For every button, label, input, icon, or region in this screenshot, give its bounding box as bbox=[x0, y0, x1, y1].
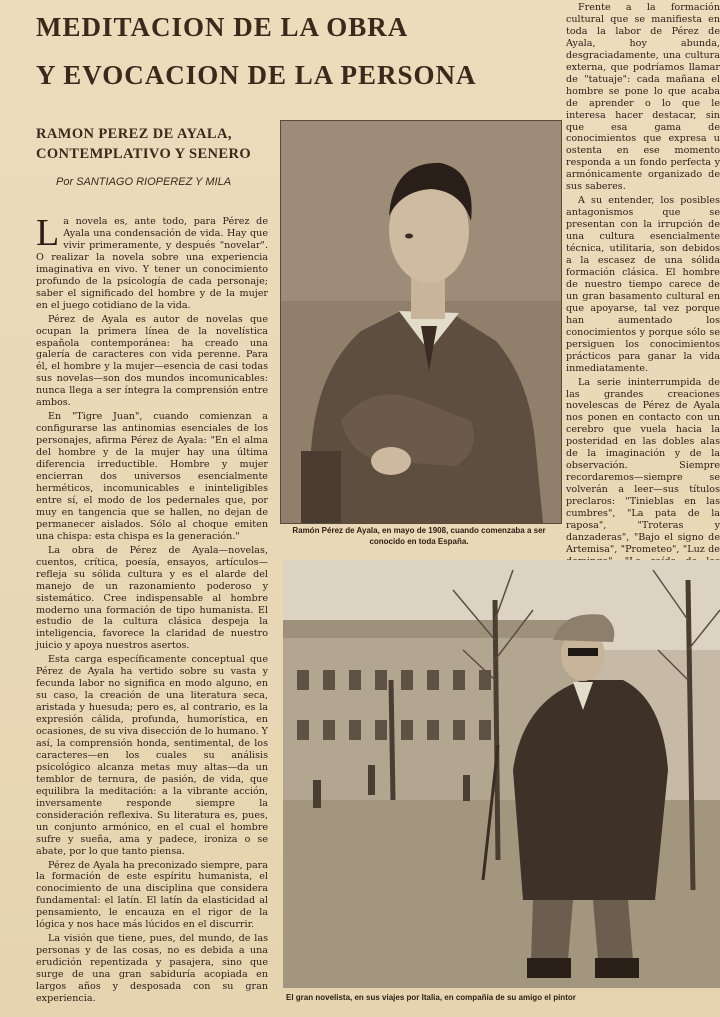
paragraph: La novela es, ante todo, para Pérez de Ayala una condensación de vida. Hay que vivir primeramente, y después "novelar". O realizar la novela sobre una experiencia imaginativa en vivo. Y tener un conocimiento profundo de la psicología de cada personaje; saber el significado del hombre y de la mujer en el juego cotidiano de la vida. bbox=[36, 212, 268, 311]
paragraph: Pérez de Ayala ha preconizado siempre, para la formación de este espíritu humanista, el conocimiento de una disciplina que considera fundamental: el latín. El latín da elasticidad al pensamiento, le encauza en el rigor de la lógica y nos hace más lúcidos en el discurrir. bbox=[36, 859, 268, 931]
paragraph: La visión que tiene, pues, del mundo, de las personas y de las cosas, no es debida a una erudición repentizada y pasajera, sino que surge de una gran sabiduría acopiada en largos años y desposada con su gran experiencia. bbox=[36, 933, 268, 1004]
paragraph: La obra de Pérez de Ayala—novelas, cuentos, crítica, poesía, ensayos, artículos—refleja su sólida cultura y es el alarde del manejo de un razonamiento poderoso y sistemático. Cree indispensable al hombre moderno una formación de tipo humanista. El estudio de la cultura clásica despeja la inteligencia, favorece la claridad de nuestro juicio y apoya nuestros asertos. bbox=[36, 544, 268, 652]
paragraph: Esta carga específicamente conceptual que Pérez de Ayala ha vertido sobre su vasta y fecunda labor no significa en modo alguno, en su caso, la creación de una literatura seca, aristada y huesuda; pero es, al contrario, es la expresión cálida, profunda, humorística, en ocasiones, de su viva disección de lo humano. Y así, la comprensión honda, sentimental, de los caracteres—en los cuales su análisis psicológico alcanza metas muy altas—da un temblor de ternura, de pasión, de vida, que equilibra la meditación: a la vibrante acción, inversamente responde siempre la consideración reflexiva. Su literatura es, pues, un conjunto armónico, en el cual el hombre sufre y sueña, ama y padece, ironiza o se abate, por lo que tanto piensa. bbox=[36, 654, 268, 857]
byline: Por SANTIAGO RIOPEREZ Y MILA bbox=[56, 176, 232, 188]
street-photo-caption: El gran novelista, en sus viajes por Italia, en compañía de su amigo el pintor bbox=[286, 993, 576, 1002]
right-text-column bbox=[566, 2, 720, 620]
paragraph: Pérez de Ayala es autor de novelas que ocupan la primera línea de la novelística española contemporánea: ha creado una galería de caracteres con vida perenne. Para él, el hombre y la mujer—esencia de casi todas sus novelas—son dos mundos incomunicables: nunca llega a ser íntegra la comprensión entre ambos. bbox=[36, 313, 268, 409]
paragraph: Frente a la formación cultural que se manifiesta en toda la labor de Pérez de Ayala, hoy abunda, desgraciadamente, una cultura externa, que podríamos llamar de "tatuaje": cada mañana el hombre se pone lo que acaba de aprender o lo que le interesa hacer destacar, sin que esa gama de conocimientos que expresa u ostenta en ese momento responda a un fondo perfecta y armónicamente organizado de sus saberes. bbox=[566, 2, 720, 193]
paragraph: La serie ininterrumpida de las grandes creaciones novelescas de Pérez de Ayala nos ponen en contacto con un cerebro que vuela hacia la posteridad en las dobles alas de la imaginación y de la observación. Siempre recordaremos—siempre se volverán a leer—sus títulos preclaros: "Tinieblas en las cumbres", "La pata de la raposa", "Troteras y danzaderas", "Bajo el signo de Artemisa", "Prometeo", "Luz de bbox=[566, 376, 720, 555]
street-illustration bbox=[283, 560, 720, 988]
article-title-line-1: MEDITACION DE LA OBRA bbox=[36, 12, 409, 42]
paragraph: En "Tigre Juan", cuando comienzan a configurarse las antinomias esenciales de los personajes, afirma Pérez de Ayala: "En el alma del hombre y de la mujer hay una última diferencia irreductible. Hombre y mujer encierran dos universos esencialmente herméticos, incomunicables e ininteligibles entre sí, el modo de los pedernales que, por muy en tangencia que se hallen, no dejan de permanecer aislados. Sólo al choque emiten una chispa: esta chispa es la generación." bbox=[36, 411, 268, 542]
portrait-photo bbox=[280, 120, 562, 524]
portrait-caption: Ramón Pérez de Ayala, en mayo de 1908, cuando comenzaba a ser conocido en toda España. bbox=[292, 526, 546, 546]
street-photo bbox=[283, 560, 720, 988]
drop-cap: L bbox=[36, 212, 60, 254]
paragraph: A su entender, los posibles antagonismos que se presentan con la irrupción de una cultura esencialmente técnica, utilitaria, son debidos a la escasez de una sólida formación clásica. El hombre de nuestro tiempo carece de un gran basamento cultural en que apoyarse, tal vez porque han aumentado los conocimientos y porque sólo se persiguen los conocimientos prácticos para ganar la vida inmediatamente. bbox=[566, 195, 720, 374]
article-subtitle-line-1: RAMON PEREZ DE AYALA, bbox=[36, 126, 232, 142]
portrait-illustration bbox=[281, 121, 561, 523]
article-title-line-2: Y EVOCACION DE LA PERSONA bbox=[36, 60, 477, 90]
left-text-column bbox=[36, 212, 268, 1008]
article-subtitle-line-2: CONTEMPLATIVO Y SENERO bbox=[36, 146, 252, 162]
